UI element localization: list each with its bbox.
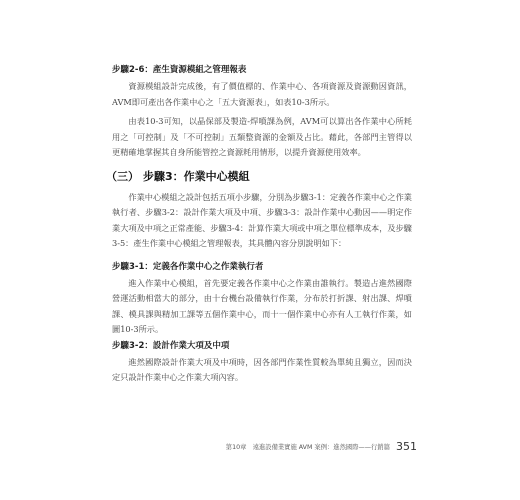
step-2-6-paragraph-2: 由表10-3可知，以晶保部及製造-焊噴課為例，AVM可以算出各作業中心所耗用之「可控制」及「不可控制」五類整資源的金額及占比。藉此，各部門主管得以更精確地掌握其自身所能管控之資源耗用情形，以提升資源使用效率。	[112, 116, 412, 157]
step-3-2-paragraph-1: 進然國際設計作業大項及中項時，因各部門作業性質較為單純且獨立，因而決定只設計作業中心之作業大項內容。	[112, 356, 412, 382]
page-body	[106, 64, 412, 386]
page-number: 351	[396, 439, 417, 453]
step-3-1-heading: 步驟3-1：定義各作業中心之作業執行者	[112, 261, 264, 272]
section-number-badge: （三）	[106, 169, 139, 183]
page-footer	[212, 439, 417, 453]
step-2-6-paragraph-1: 資源模組設計完成後，有了價值標的、作業中心、各項資源及資源動因資訊，AVM即可產出各作業中心之「五大資源表」，如表10-3所示。	[112, 81, 412, 107]
footer-chapter-title: 第10章 遠進設備業實施 AVM 案例：進然國際——行銷篇	[225, 443, 390, 451]
step-3-2-heading: 步驟3-2：設計作業大項及中項	[112, 340, 230, 351]
step-2-6-heading: 步驟2-6：產生資源模組之管理報表	[112, 65, 247, 75]
step-3-paragraph-1: 作業中心模組之設計包括五項小步驟，分別為步驟3-1：定義各作業中心之作業執行者、步驟3-2：設計作業大項及中項、步驟3-3：設計作業中心動因——明定作業大項及中項之正常產能、步驟3-4：計算作業大項或中項之單位標準成本，及步驟3-5：產生作業中心模組之管理報表，其具體內容分別說明如下：	[112, 191, 412, 248]
step-3-1-paragraph-1: 進入作業中心模組，首先要定義各作業中心之作業由誰執行。製造占進然國際營運活動相當大的部分，由十台機台設備執行作業，分布於打折課、射出課、焊噴課、模具課與精加工課等五個作業中心，而十一個作業中心亦有人工執行作業，如圖10-3所示。	[112, 277, 412, 334]
step-3-section-heading	[106, 170, 412, 184]
step-3-heading-text: 步驟3：作業中心模組	[143, 169, 250, 183]
